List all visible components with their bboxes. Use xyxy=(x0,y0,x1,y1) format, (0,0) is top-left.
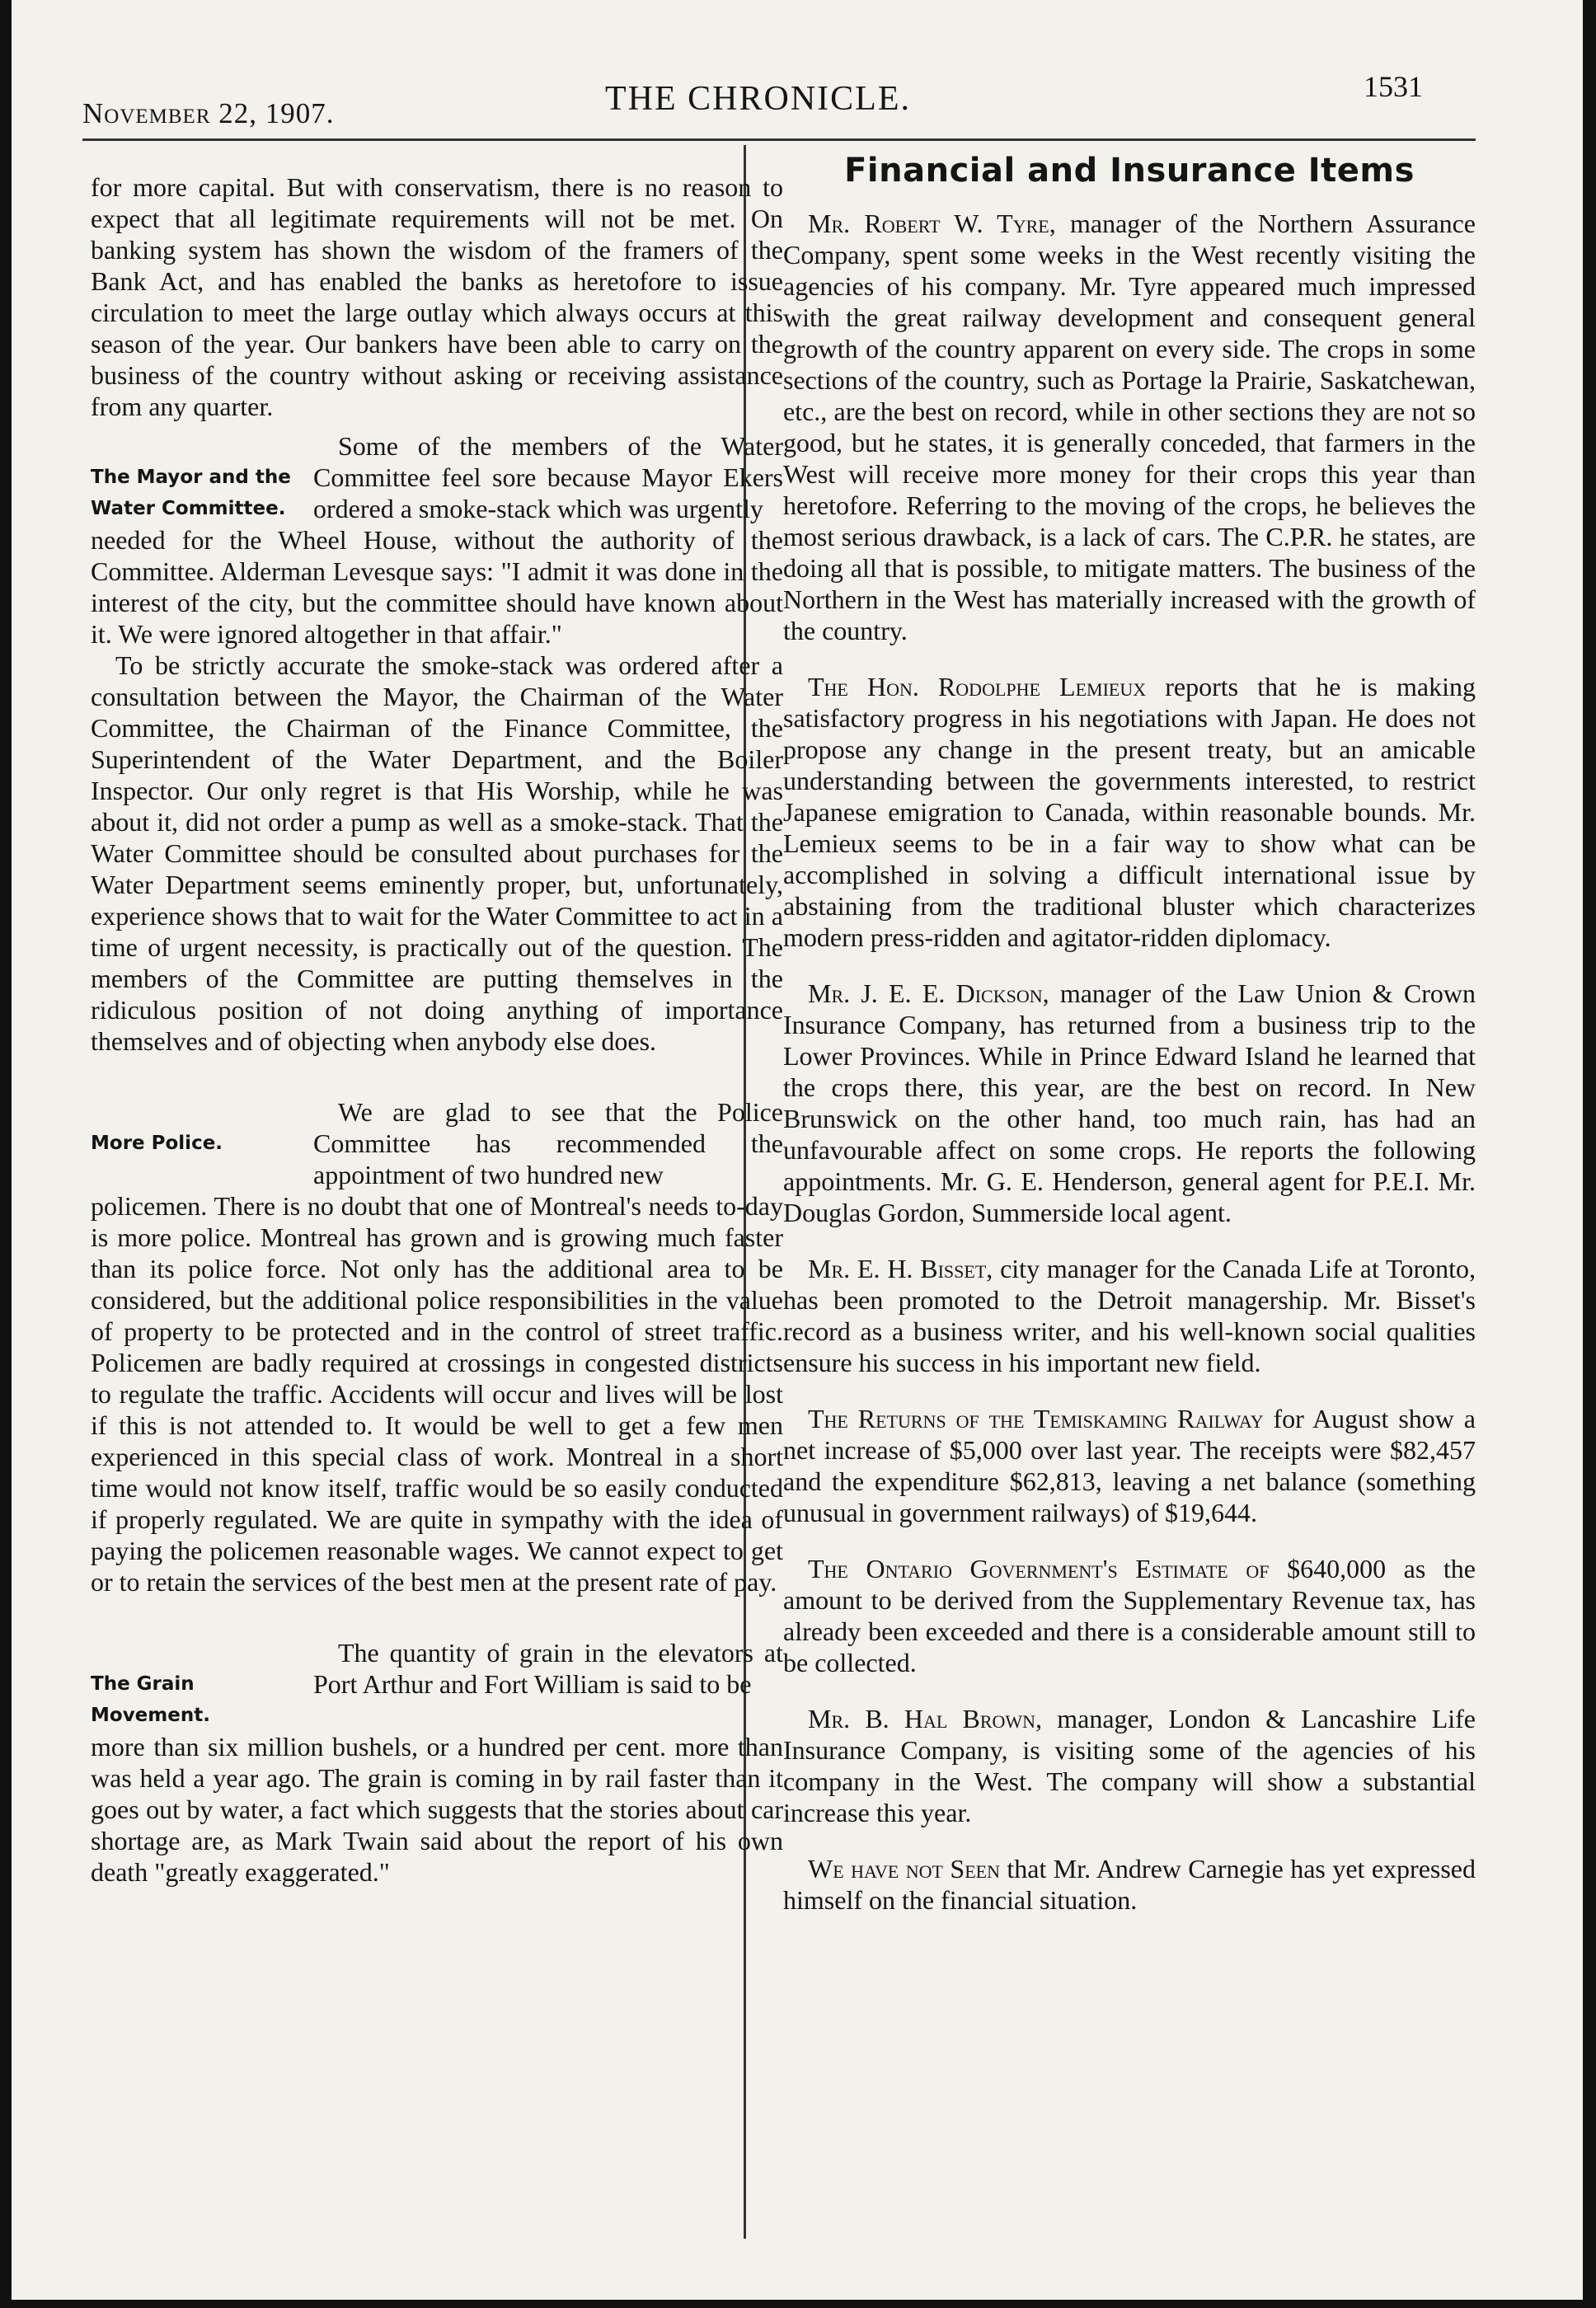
grain-paragraph: more than six million bushels, or a hundred per cent. more than was held a year ago. The grain is coming in by rail faster than it goes out by water, a fact which suggests that the stories about car shortage are, as Mark Twain said about the report of his own death "greatly exaggerated." xyxy=(91,1732,783,1887)
newspaper-page xyxy=(12,0,1583,2300)
news-item xyxy=(783,1253,1476,1378)
mayor-paragraph-2: To be strictly accurate the smoke-stack was ordered after a consultation between the Mayor, the Chairman of the Water Committee, the Chairman of the Finance Committee, the Superintendent of the Water Department, and the Boiler Inspector. Our only regret is that His Worship, while he was about it, did not order a pump as well as a smoke-stack. That the Water Committee should be consulted about purchases for the Water Department seems eminently proper, but, unfortunately, experience shows that to wait for the Water Committee to act in a time of urgent necessity, is practically out of the question. The members of the Committee are putting themselves in the ridiculous position of not doing anything of importance themselves and of objecting when anybody else does. xyxy=(91,650,783,1056)
left-column xyxy=(91,171,783,1888)
mayor-sidehead: The Mayor and the Water Committee. xyxy=(91,467,291,519)
news-item xyxy=(783,1703,1476,1828)
right-column xyxy=(783,152,1476,1940)
grain-sidehead: The Grain Movement. xyxy=(91,1673,210,1726)
intro-paragraph: for more capital. But with conservatism, there is no reason to expect that all legitimate requirements will not be met. On banking system has shown the wisdom of the framers of the Bank Act, and has enabled the banks as heretofore to issue circulation to meet the large outlay which always occurs at this season of the year. Our bankers have been able to carry on the business of the country without asking or receiving assistance from any quarter. xyxy=(91,172,783,421)
mayor-paragraph-1: needed for the Wheel House, without the authority of the Committee. Alderman Levesque says: "I admit it was done in the interest of the city, but the committee should have known about it. We were ignored altogether in that affair." xyxy=(91,525,783,649)
item-lead: Mr. E. H. Bisset, xyxy=(808,1254,993,1283)
item-text: manager, London & Lancashire Life Insurance Company, is visiting some of the agencies of his company in the West. The company will show a substantial increase this year. xyxy=(783,1704,1476,1827)
item-lead: The Hon. Rodolphe Lemieux xyxy=(808,672,1147,701)
grain-side-text: The quantity of grain in the elevators at Port Arthur and Fort William is said to be xyxy=(313,1638,783,1699)
item-lead: Mr. J. E. E. Dickson, xyxy=(808,978,1049,1008)
page-number: 1531 xyxy=(1364,70,1423,103)
item-lead: Mr. B. Hal Brown, xyxy=(808,1704,1043,1733)
mayor-section xyxy=(91,430,783,524)
item-lead: The Returns of the Temiskaming Railway xyxy=(808,1404,1264,1433)
news-item xyxy=(783,1853,1476,1916)
police-section xyxy=(91,1096,783,1190)
item-text: $640,000 as the amount to be derived from the Supplementary Revenue tax, has already been exceeded and there is a considerable amount still to be collected. xyxy=(783,1554,1476,1677)
news-item xyxy=(783,671,1476,953)
item-text: manager of the Law Union & Crown Insurance Company, has returned from a business trip to the Lower Provinces. While in Prince Edward Island he learned that the crops there, this year, are the best on record. In New Brunswick on the other hand, too much rain, has had an unfavourable affect on some crops. He reports the following appointments. Mr. G. E. Henderson, general agent for P.E.I. Mr. Douglas Gordon, Summerside local agent. xyxy=(783,978,1476,1227)
issue-date: November 22, 1907. xyxy=(82,97,335,129)
police-sidehead: More Police. xyxy=(91,1133,223,1154)
news-item xyxy=(783,208,1476,646)
item-lead: We have not Seen xyxy=(808,1854,1000,1883)
item-text: reports that he is making satisfactory progress in his negotiations with Japan. He does not propose any change in the present treaty, but an amicable understanding between the governments interested, to restrict Japanese emigration to Canada, within reasonable bounds. Mr. Lemieux seems to be in a fair way to show what can be accomplished in solving a difficult international issue by abstaining from the traditional bluster which characterizes modern press-ridden and agitator-ridden diplomacy. xyxy=(783,672,1476,952)
publication-title: THE CHRONICLE. xyxy=(605,80,911,118)
news-item xyxy=(783,1553,1476,1678)
mayor-side-text: Some of the members of the Water Committee feel sore because Mayor Ekers ordered a smoke-stack which was urgently xyxy=(313,431,783,523)
item-text: that Mr. Andrew Carnegie has yet expressed himself on the financial situation. xyxy=(783,1854,1476,1915)
item-text: city manager for the Canada Life at Toronto, has been promoted to the Detroit managership. Mr. Bisset's record as a business writer, and his well-known social qualities ensure his success in his important new field. xyxy=(783,1254,1476,1377)
header-rule xyxy=(82,138,1476,141)
item-text: for August show a net increase of $5,000 over last year. The receipts were $82,457 and the expenditure $62,813, leaving a net balance (something unusual in government railways) of $19,644. xyxy=(783,1404,1476,1527)
news-item xyxy=(783,978,1476,1228)
section-title: Financial and Insurance Items xyxy=(844,152,1415,190)
news-item xyxy=(783,1403,1476,1528)
police-paragraph: policemen. There is no doubt that one of Montreal's needs to-day is more police. Montreal has grown and is growing much faster than its police force. Not only has the additional area to be considered, but the additional police responsibilities in the value of property to be protected and in the control of street traffic. Policemen are badly required at crossings in congested districts to regulate the traffic. Accidents will occur and lives will be lost if this is not attended to. It would be well to get a few men experienced in this special class of work. Montreal in a short time would not know itself, traffic would be so easily conducted if properly regulated. We are quite in sympathy with the idea of paying the policemen reasonable wages. We cannot expect to get or to retain the services of the best men at the present rate of pay. xyxy=(91,1191,783,1597)
item-lead: Mr. Robert W. Tyre, xyxy=(808,209,1056,238)
police-side-text: We are glad to see that the Police Committee has recommended the appointment of two hundred new xyxy=(313,1097,783,1189)
item-text: manager of the Northern Assurance Company, spent some weeks in the West recently visiting the agencies of his company. Mr. Tyre appeared much impressed with the great railway development and consequent general growth of the country apparent on every side. The crops in some sections of the country, such as Portage la Prairie, Saskatchewan, etc., are the best on record, while in other sections they are not so good, but he states, it is generally conceded, that farmers in the West will receive more money for their crops this year than heretofore. Referring to the moving of the crops, he believes the most serious drawback, is a lack of cars. The C.P.R. he states, are doing all that is possible, to mitigate matters. The business of the Northern in the West has materially increased with the growth of the country. xyxy=(783,209,1476,645)
item-lead: The Ontario Government's Estimate of xyxy=(808,1554,1270,1583)
grain-section xyxy=(91,1637,783,1731)
